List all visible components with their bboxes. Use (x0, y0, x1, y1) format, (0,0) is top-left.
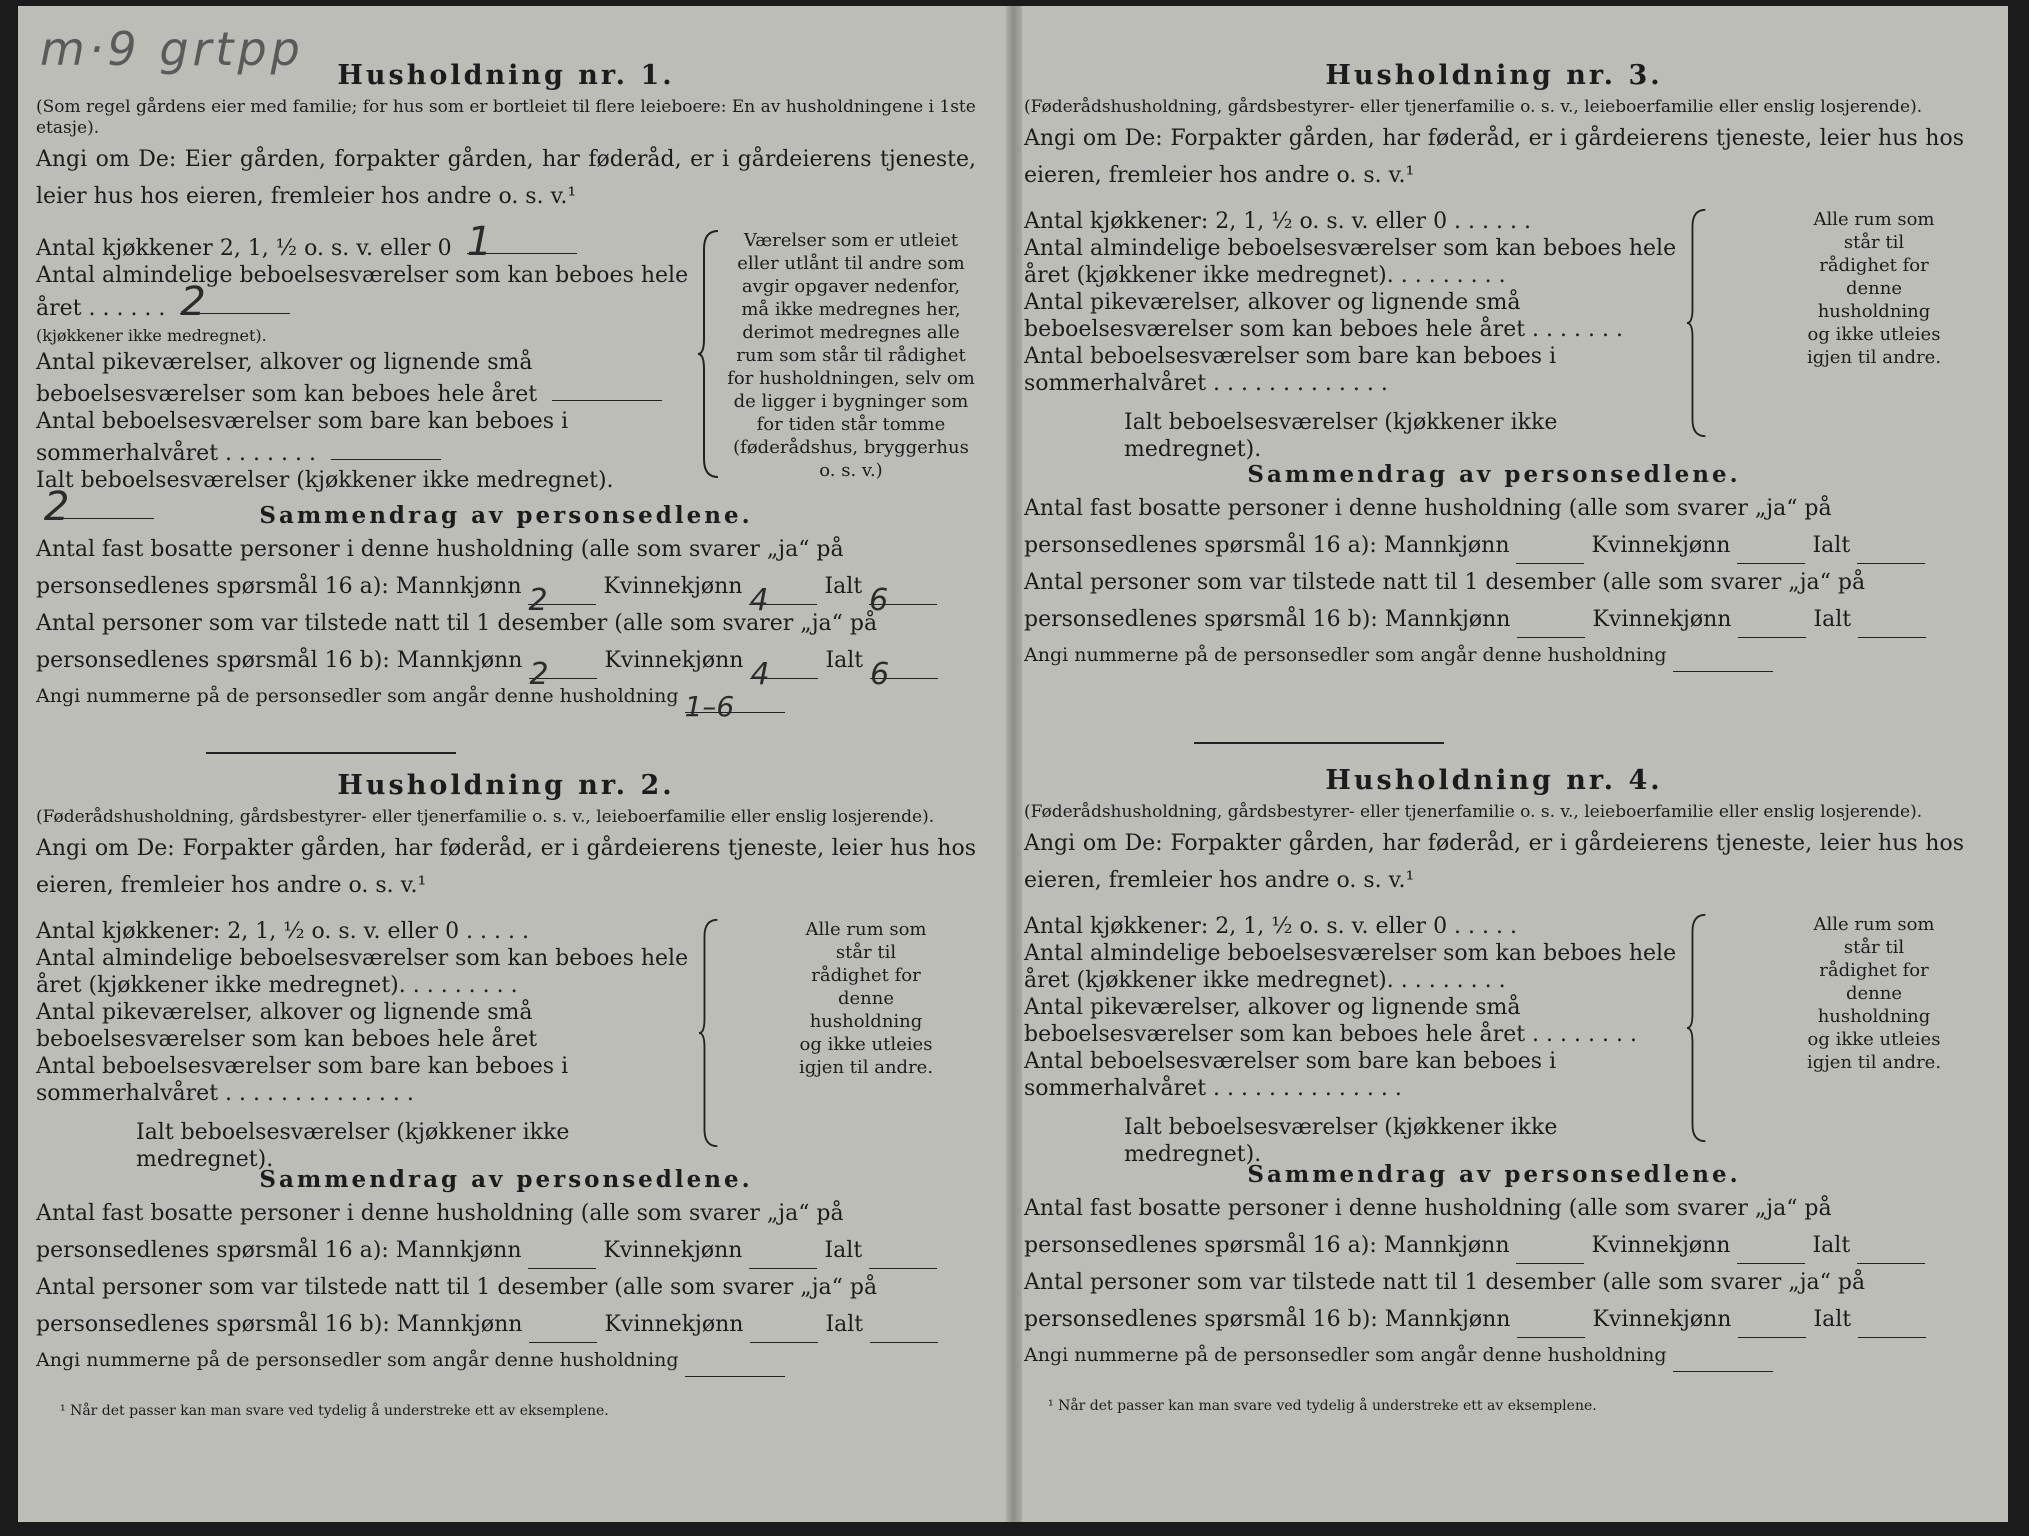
household-3-summary-title: Sammendrag av personsedlene. (1247, 461, 1741, 488)
household-3-note: Alle rum som står til rådighet for denne husholdning og ikke utleies igjen til andre. (1806, 209, 1942, 368)
page-fold (1006, 6, 1022, 1522)
household-1-note: Værelser som er utleiet eller utlånt til andre som avgir opgaver nedenfor, må ikke medregnes her, derimot medregnes alle rum som står til rådighet for husholdningen, selv om de ligger i bygninger som for tiden står tomme (føderådshus, bryggerhus o. s. v.) (727, 230, 975, 481)
numbers-field[interactable] (685, 1354, 785, 1377)
household-2-title: Husholdning nr. 2. (337, 770, 675, 801)
resident-total[interactable]: 6 (869, 582, 937, 605)
household-3-rooms (1024, 208, 1964, 462)
household-2-resident: Antal fast bosatte personer i denne husholdning (alle som svarer „ja“ på personsedlenes spørsmål 16 a): Mannkjønn Kvinnekjønn Ialt (36, 1195, 976, 1269)
household-1-resident: Antal fast bosatte personer i denne husholdning (alle som svarer „ja“ på personsedlenes spørsmål 16 a): Mannkjønn 2 Kvinnekjønn 4 Ialt 6 (36, 531, 976, 605)
row-kitchens: Antal kjøkkener: 2, 1, ½ o. s. v. eller 0 . . . . . . (1024, 209, 1531, 234)
brace-icon (1684, 913, 1712, 1143)
divider (206, 752, 456, 754)
answer-summer-rooms[interactable] (331, 435, 441, 460)
household-3-present: Antal personer som var tilstede natt til 1 desember (alle som svarer „ja“ på personsedlenes spørsmål 16 b): Mannkjønn Kvinnekjønn Ialt (1024, 564, 1964, 638)
row-kitchens: Antal kjøkkener: 2, 1, ½ o. s. v. eller 0 . . . . . (1024, 914, 1517, 939)
row-ordinary-rooms: Antal almindelige beboelsesværelser som kan beboes hele året (kjøkkener ikke medregnet). . . . . . . . . (36, 946, 689, 998)
present-female[interactable] (1738, 615, 1806, 638)
brace-icon (696, 229, 724, 479)
resident-male[interactable] (1516, 541, 1584, 564)
household-4-summary-title: Sammendrag av personsedlene. (1247, 1161, 1741, 1188)
household-4-rooms (1024, 913, 1964, 1167)
household-3 (1024, 60, 1964, 672)
present-male[interactable] (1517, 1315, 1585, 1338)
row-total-rooms: Ialt beboelsesværelser (kjøkkener ikke medregnet). (136, 1120, 570, 1172)
present-total[interactable] (1858, 615, 1926, 638)
household-2-numbers: Angi nummerne på de personsedler som angår denne husholdning (36, 1343, 976, 1377)
row-small-rooms: Antal pikeværelser, alkover og lignende små beboelsesværelser som kan beboes hele året (36, 1000, 538, 1052)
row-ordinary-rooms: Antal almindelige beboelsesværelser som kan beboes hele året (kjøkkener ikke medregnet). . . . . . . . . (1024, 941, 1677, 993)
resident-total[interactable] (869, 1246, 937, 1269)
household-1-question: Angi om De: Eier gården, forpakter gården, har føderåd, er i gårdeierens tjeneste, leier hus hos eieren, fremleier hos andre o. s. v.¹ (36, 147, 976, 209)
resident-female[interactable]: 4 (749, 582, 817, 605)
present-total[interactable]: 6 (870, 656, 938, 679)
household-4-note: Alle rum som står til rådighet for denne husholdning og ikke utleies igjen til andre. (1806, 914, 1942, 1073)
household-1-subtitle: (Som regel gårdens eier med familie; for hus som er bortleiet til flere leieboere: En av husholdningene i 1ste etasje). (36, 97, 976, 138)
footnote: ¹ Når det passer kan man svare ved tydelig å understreke ett av eksemplene. (60, 1403, 609, 1419)
numbers-field[interactable] (1673, 649, 1773, 672)
row-total-rooms: Ialt beboelsesværelser (kjøkkener ikke medregnet). (1124, 1115, 1558, 1167)
household-1-numbers: Angi nummerne på de personsedler som angår denne husholdning 1–6 (36, 679, 976, 713)
present-female[interactable] (1738, 1315, 1806, 1338)
household-1-summary-title: Sammendrag av personsedlene. (259, 502, 753, 529)
left-page (36, 0, 976, 1516)
resident-male[interactable]: 2 (528, 582, 596, 605)
right-page (1024, 0, 1964, 1516)
household-3-subtitle: (Føderådshusholdning, gårdsbestyrer- eller tjenerfamilie o. s. v., leieboerfamilie eller enslig losjerende). (1024, 97, 1923, 117)
household-4-title: Husholdning nr. 4. (1325, 765, 1663, 796)
resident-male[interactable] (1516, 1241, 1584, 1264)
row-note-kitchens: (kjøkkener ikke medregnet). (36, 326, 267, 345)
row-summer-rooms: Antal beboelsesværelser som bare kan beboes i sommerhalvåret . . . . . . . . . . . . . (1024, 344, 1557, 396)
row-small-rooms: Antal pikeværelser, alkover og lignende små beboelsesværelser som kan beboes hele året (36, 349, 696, 408)
present-male[interactable]: 2 (529, 656, 597, 679)
resident-female[interactable] (749, 1246, 817, 1269)
household-4-resident: Antal fast bosatte personer i denne husholdning (alle som svarer „ja“ på personsedlenes spørsmål 16 a): Mannkjønn Kvinnekjønn Ialt (1024, 1190, 1964, 1264)
row-total-rooms: Ialt beboelsesværelser (kjøkkener ikke medregnet). 2 (36, 468, 614, 530)
household-2-question: Angi om De: Forpakter gården, har føderåd, er i gårdeierens tjeneste, leier hus hos eieren, fremleier hos andre o. s. v.¹ (36, 836, 976, 898)
household-4-numbers: Angi nummerne på de personsedler som angår denne husholdning (1024, 1338, 1964, 1372)
household-2-rooms (36, 918, 976, 1172)
household-3-title: Husholdning nr. 3. (1325, 60, 1663, 91)
household-4-present: Antal personer som var tilstede natt til 1 desember (alle som svarer „ja“ på personsedlenes spørsmål 16 b): Mannkjønn Kvinnekjønn Ialt (1024, 1264, 1964, 1338)
row-small-rooms: Antal pikeværelser, alkover og lignende små beboelsesværelser som kan beboes hele året . . . . . . . (1024, 290, 1623, 342)
numbers-field[interactable]: 1–6 (685, 690, 785, 713)
present-male[interactable] (529, 1320, 597, 1343)
household-2 (36, 770, 976, 1419)
numbers-field[interactable] (1673, 1349, 1773, 1372)
household-2-summary-title: Sammendrag av personsedlene. (259, 1166, 753, 1193)
household-2-present: Antal personer som var tilstede natt til 1 desember (alle som svarer „ja“ på personsedlenes spørsmål 16 b): Mannkjønn Kvinnekjønn Ialt (36, 1269, 976, 1343)
handwritten-scribble: m·9 grtpp (40, 22, 304, 76)
household-2-note: Alle rum som står til rådighet for denne husholdning og ikke utleies igjen til andre. (798, 919, 934, 1078)
row-ordinary-rooms: Antal almindelige beboelsesværelser som kan beboes hele året . . . . . . 2 (36, 263, 689, 325)
household-4-question: Angi om De: Forpakter gården, har føderåd, er i gårdeierens tjeneste, leier hus hos eieren, fremleier hos andre o. s. v.¹ (1024, 831, 1964, 893)
row-small-rooms: Antal pikeværelser, alkover og lignende små beboelsesværelser som kan beboes hele året . . . . . . . . (1024, 995, 1637, 1047)
resident-male[interactable] (528, 1246, 596, 1269)
answer-kitchens[interactable]: 1 (467, 229, 577, 254)
present-female[interactable]: 4 (750, 656, 818, 679)
present-male[interactable] (1517, 615, 1585, 638)
household-2-subtitle: (Føderådshusholdning, gårdsbestyrer- eller tjenerfamilie o. s. v., leieboerfamilie eller enslig losjerende). (36, 807, 935, 827)
answer-ordinary-rooms[interactable]: 2 (180, 289, 290, 314)
household-1-title: Husholdning nr. 1. (337, 60, 675, 91)
household-1 (36, 60, 976, 723)
household-4-subtitle: (Føderådshusholdning, gårdsbestyrer- eller tjenerfamilie o. s. v., leieboerfamilie eller enslig losjerende). (1024, 802, 1923, 822)
row-total-rooms: Ialt beboelsesværelser (kjøkkener ikke medregnet). (1124, 410, 1558, 462)
row-kitchens: Antal kjøkkener 2, 1, ½ o. s. v. eller 0 1 (36, 229, 696, 262)
row-summer-rooms: Antal beboelsesværelser som bare kan beboes i sommerhalvåret . . . . . . . . . . . . . . (36, 1054, 569, 1106)
brace-icon (696, 918, 724, 1148)
present-total[interactable] (1858, 1315, 1926, 1338)
answer-total-rooms[interactable]: 2 (44, 494, 154, 519)
row-ordinary-rooms: Antal almindelige beboelsesværelser som kan beboes hele året (kjøkkener ikke medregnet). . . . . . . . . (1024, 236, 1677, 288)
row-summer-rooms: Antal beboelsesværelser som bare kan beboes i sommerhalvåret . . . . . . . (36, 409, 569, 466)
divider (1194, 742, 1444, 744)
household-1-present: Antal personer som var tilstede natt til 1 desember (alle som svarer „ja“ på personsedlenes spørsmål 16 b): Mannkjønn 2 Kvinnekjønn 4 Ialt 6 (36, 605, 976, 679)
resident-total[interactable] (1857, 1241, 1925, 1264)
footnote: ¹ Når det passer kan man svare ved tydelig å understreke ett av eksemplene. (1048, 1398, 1597, 1414)
household-3-question: Angi om De: Forpakter gården, har føderåd, er i gårdeierens tjeneste, leier hus hos eieren, fremleier hos andre o. s. v.¹ (1024, 126, 1964, 188)
present-total[interactable] (870, 1320, 938, 1343)
brace-icon (1684, 208, 1712, 438)
resident-female[interactable] (1737, 1241, 1805, 1264)
answer-small-rooms[interactable] (552, 376, 662, 401)
row-kitchens: Antal kjøkkener: 2, 1, ½ o. s. v. eller 0 . . . . . (36, 919, 529, 944)
resident-female[interactable] (1737, 541, 1805, 564)
household-3-numbers: Angi nummerne på de personsedler som angår denne husholdning (1024, 638, 1964, 672)
household-3-resident: Antal fast bosatte personer i denne husholdning (alle som svarer „ja“ på personsedlenes spørsmål 16 a): Mannkjønn Kvinnekjønn Ialt (1024, 490, 1964, 564)
present-female[interactable] (750, 1320, 818, 1343)
household-4 (1024, 765, 1964, 1414)
resident-total[interactable] (1857, 541, 1925, 564)
row-summer-rooms: Antal beboelsesværelser som bare kan beboes i sommerhalvåret . . . . . . . . . . . . . . (1024, 1049, 1557, 1101)
